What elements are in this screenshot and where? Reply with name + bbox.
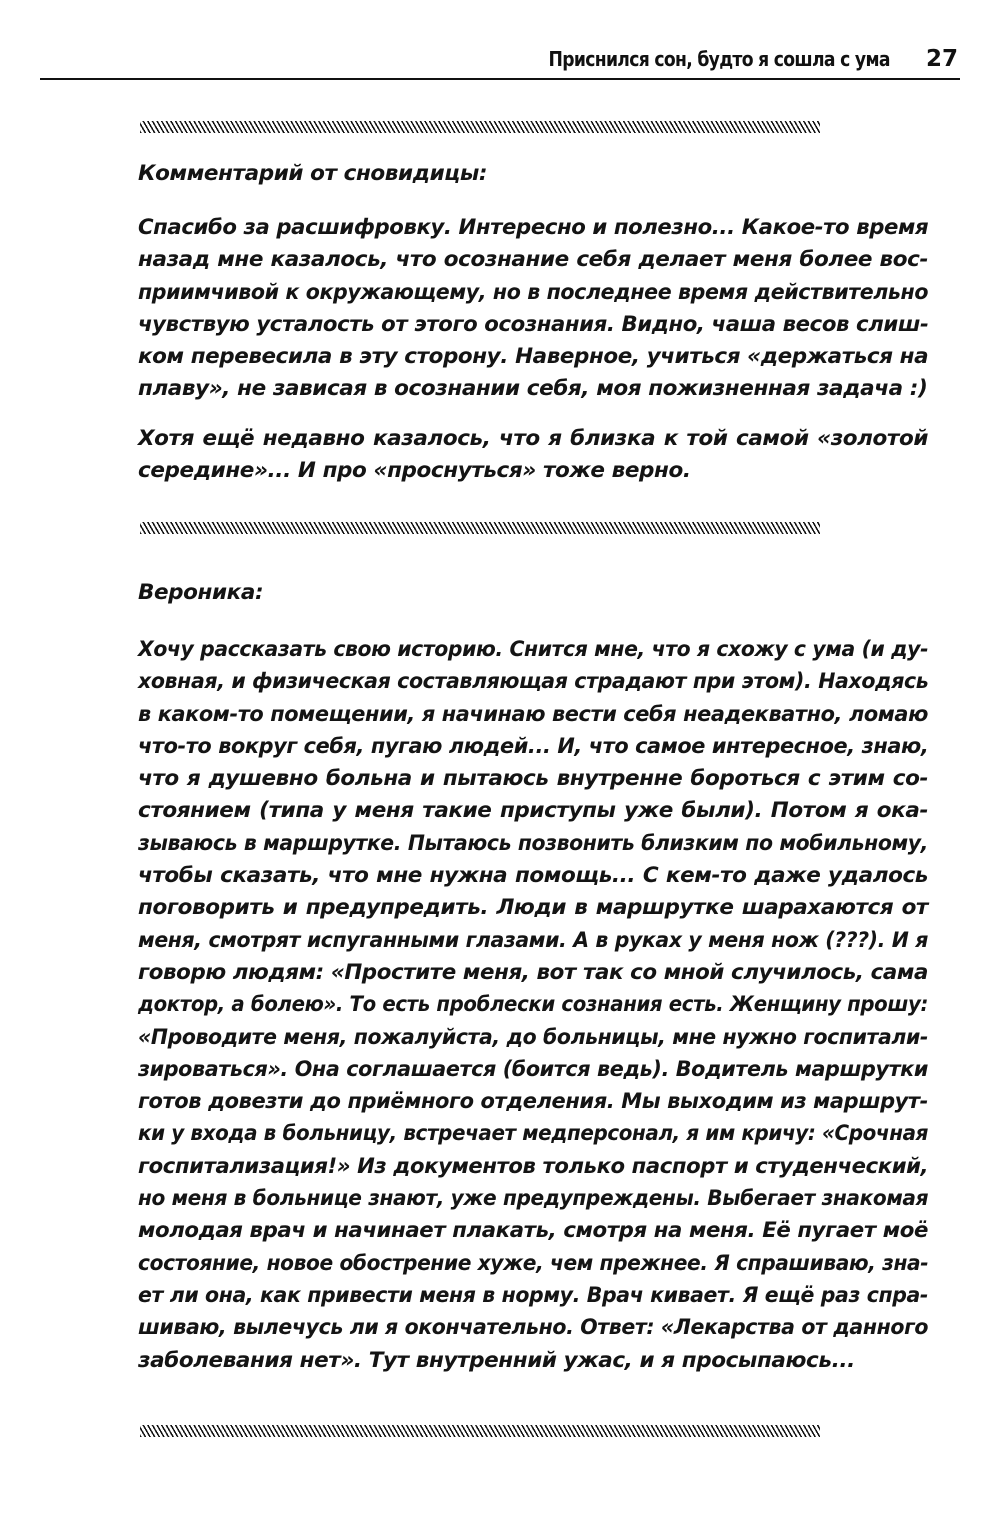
text-line: поговорить и предупредить. Люди в маршрутке шарахаются от <box>138 895 928 921</box>
text-line: чтобы сказать, что мне нужна помощь... С кем-то даже удалось <box>138 863 928 889</box>
text-line: плаву», не зависая в осознании себя, моя пожизненная задача :) <box>138 376 928 402</box>
text-line: приимчивой к окружающему, но в последнее время действительно <box>138 279 929 305</box>
veronika-label-block <box>138 577 928 609</box>
text-line: назад мне казалось, что осознание себя делает меня более вос- <box>138 247 928 273</box>
text-line: шиваю, вылечусь ли я окончательно. Ответ: «Лекарства от данного <box>138 1315 929 1341</box>
veronika-story-paragraph <box>138 634 928 1377</box>
text-line: в каком-то помещении, я начинаю вести себя неадекватно, ломаю <box>138 701 928 727</box>
section-separator-3 <box>140 1425 820 1437</box>
text-line: зироваться». Она соглашается (боится ведь). Водитель маршрутки <box>138 1056 928 1082</box>
veronika-label: Вероника: <box>138 580 264 605</box>
text-line: госпитализация!» Из документов только паспорт и студенческий, <box>138 1153 929 1179</box>
running-header <box>40 38 960 78</box>
section-separator-2 <box>140 522 820 534</box>
text-line: но меня в больнице знают, уже предупреждены. Выбегает знакомая <box>138 1186 929 1212</box>
text-line: заболевания нет». Тут внутренний ужас, и я просыпаюсь... <box>138 1347 855 1373</box>
text-line: что-то вокруг себя, пугаю людей... И, что самое интересное, знаю, <box>138 733 929 759</box>
comment-label-block <box>138 158 928 190</box>
text-line: зываюсь в маршрутке. Пытаюсь позвонить близким по мобильному, <box>138 830 929 856</box>
comment-paragraph-1 <box>138 212 928 406</box>
text-line: ком перевесила в эту сторону. Наверное, учиться «держаться на <box>138 344 929 370</box>
text-line: ки у входа в больницу, встречает медперсонал, я им кричу: «Срочная <box>138 1121 929 1147</box>
running-header-title: Приснился сон, будто я сошла с ума <box>548 47 890 71</box>
text-line: что я душевно больна и пытаюсь внутренне бороться с этим со- <box>138 766 928 792</box>
text-line: чувствую усталость от этого осознания. Видно, чаша весов слиш- <box>138 311 929 337</box>
text-line: доктор, а болею». То есть проблески сознания есть. Женщину прошу: <box>138 992 928 1018</box>
comment-label: Комментарий от сновидицы: <box>138 161 488 186</box>
text-line: Хочу рассказать свою историю. Снится мне, что я схожу с ума (и ду- <box>138 637 929 662</box>
text-line: Спасибо за расшифровку. Интересно и полезно... Какое-то время <box>138 215 929 240</box>
text-line: молодая врач и начинает плакать, смотря на меня. Её пугает моё <box>138 1218 928 1244</box>
text-line: ет ли она, как привести меня в норму. Врач кивает. Я ещё раз спра- <box>138 1282 929 1308</box>
text-line: стоянием (типа у меня такие приступы уже были). Потом я ока- <box>138 798 928 824</box>
text-line: Хотя ещё недавно казалось, что я близка к той самой «золотой <box>138 426 928 451</box>
text-line: состояние, новое обострение хуже, чем прежнее. Я спрашиваю, зна- <box>138 1250 929 1276</box>
text-line: «Проводите меня, пожалуйста, до больницы, мне нужно госпитали- <box>138 1024 928 1050</box>
header-rule <box>40 78 960 80</box>
text-line: меня, смотрят испуганными глазами. А в руках у меня нож (???). И я <box>138 927 929 953</box>
text-line: середине»... И про «проснуться» тоже верно. <box>138 458 691 484</box>
page-number: 27 <box>926 46 959 72</box>
text-line: говорю людям: «Простите меня, вот так со мной случилось, сама <box>138 959 928 985</box>
section-separator-1 <box>140 121 820 133</box>
text-line: готов довезти до приёмного отделения. Мы выходим из маршрут- <box>138 1089 928 1115</box>
text-line: ховная, и физическая составляющая страдают при этом). Находясь <box>138 669 929 695</box>
comment-paragraph-2 <box>138 423 928 488</box>
